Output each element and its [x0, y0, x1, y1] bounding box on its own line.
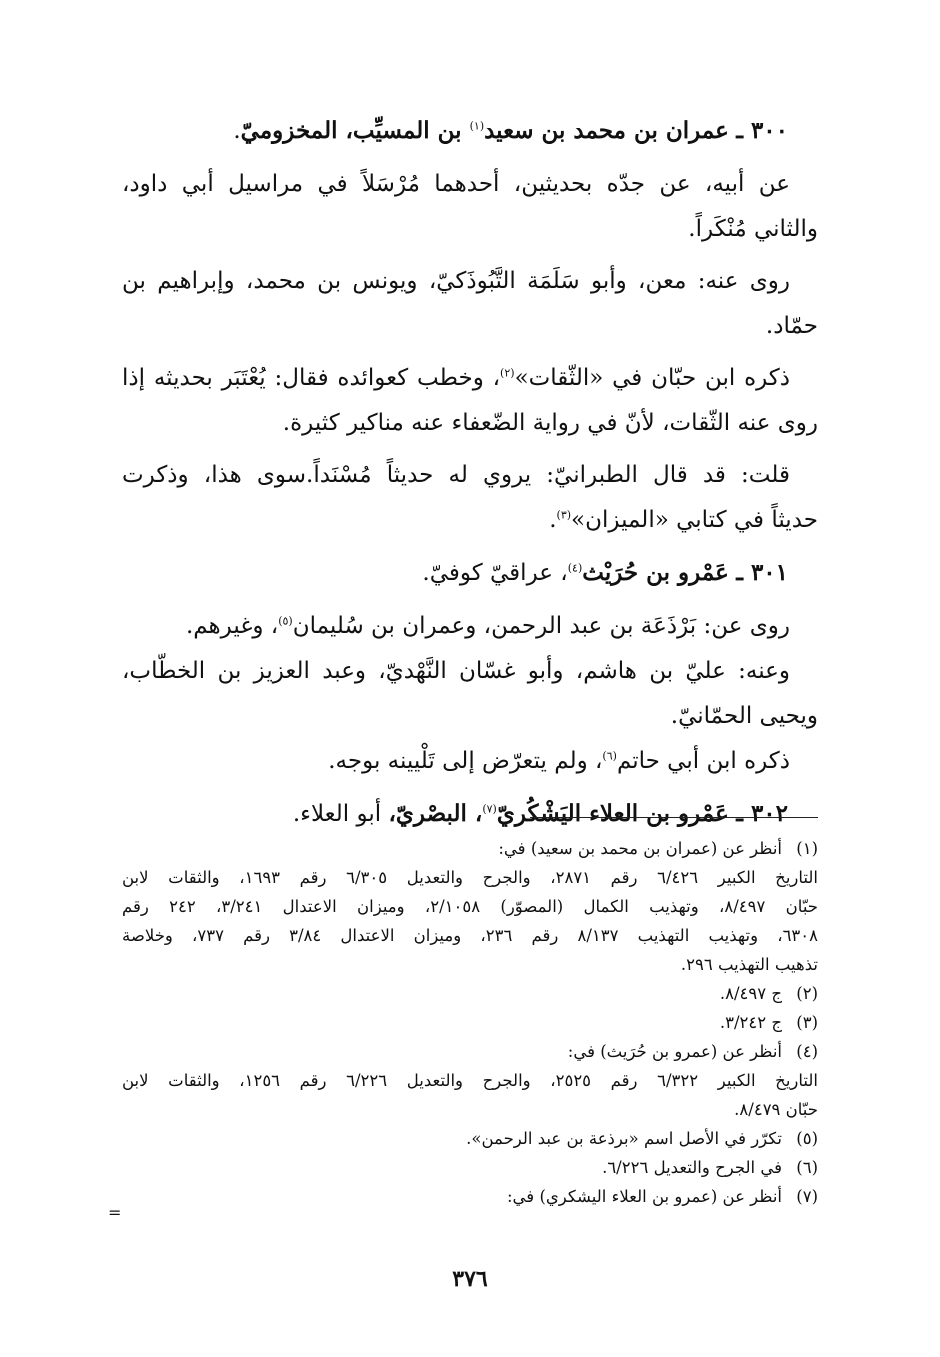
text-segment: ذكره ابن حبّان في «الثّقات» — [514, 365, 791, 391]
footnotes — [122, 834, 818, 1211]
footnote-number: (١) — [796, 839, 818, 858]
text-segment: ذكره ابن أبي حاتم — [616, 748, 790, 774]
entry-301-paragraph-1 — [122, 604, 818, 649]
entry-number: ٣٠١ ـ — [736, 559, 788, 586]
text-line: روى عنه الثّقات، لأنّ في رواية الضّعفاء عنه مناكير كثيرة. — [282, 410, 818, 436]
entry-name: عَمْرو بن العلاء اليَشْكُريّ — [496, 800, 729, 827]
footnote-number: (٧) — [796, 1187, 818, 1206]
footnote-line: حبّان ٨/٤٧٩. — [734, 1100, 818, 1119]
footnote-number: (٢) — [796, 984, 818, 1003]
text-segment: روى عن: بَرْذَعَة بن عبد الرحمن، وعمران بن سُليمان — [292, 613, 790, 639]
footnote-line: تذهيب التهذيب ٢٩٦. — [680, 955, 818, 974]
footnote-line: حبّان ٨/٤٩٧، وتهذيب الكمال (المصوّر) ٢/١٠٥٨، وميزان الاعتدال ٣/٢٤١، ٢٤٢ رقم — [122, 897, 818, 916]
continuation-mark: = — [108, 1203, 122, 1222]
footnote-1 — [122, 834, 818, 863]
text-line: روى عنه: معن، وأبو سَلَمَة التَّبُوذَكيّ، ويونس بن محمد، وإبراهيم بن — [122, 268, 790, 294]
footnote-text: تكرّر في الأصل اسم «برذعة بن عبد الرحمن». — [466, 1129, 782, 1148]
entry-name: عَمْرو بن حُرَيْث — [582, 559, 729, 586]
footnote-text: في الجرح والتعديل ٦/٢٢٦. — [602, 1158, 782, 1177]
text-line: وعنه: عليّ بن هاشم، وأبو غسّان النَّهْديّ، وعبد العزيز بن الخطّاب، — [122, 658, 790, 684]
footnote-4 — [122, 1037, 818, 1066]
footnote-ref[interactable]: (٢) — [500, 366, 515, 380]
entry-number: ٣٠٢ ـ — [736, 800, 788, 827]
entry-300-paragraph-4 — [122, 453, 818, 543]
entry-number: ٣٠٠ ـ — [736, 117, 788, 144]
footnote-ref[interactable]: (٧) — [482, 802, 497, 816]
entry-300-heading — [122, 108, 788, 154]
text-line — [122, 498, 818, 543]
text-segment: حديثاً في كتابي «الميزان» — [571, 507, 818, 533]
footnote-ref[interactable]: (٤) — [567, 561, 583, 575]
text-line — [122, 739, 818, 784]
text-line: ويحيى الحمّانيّ. — [670, 703, 818, 729]
footnote-ref[interactable]: (٦) — [602, 749, 617, 763]
text-line: حمّاد. — [765, 313, 818, 339]
footnote-text: ج ٨/٤٩٧. — [719, 984, 782, 1003]
text-segment: ، وغيرهم. — [185, 613, 279, 639]
entry-300-paragraph-1 — [122, 162, 818, 252]
footnote-text: أنظر عن (عمران بن محمد بن سعيد) في: — [498, 839, 782, 858]
footnote-line: التاريخ الكبير ٦/٤٢٦ رقم ٢٨٧١، والجرح والتعديل ٦/٣٠٥ رقم ١٦٩٣، والثقات لابن — [122, 868, 818, 887]
footnote-2 — [122, 979, 818, 1008]
entry-300-paragraph-2 — [122, 259, 818, 349]
footnote-separator — [530, 817, 818, 818]
entry-descriptor: ، عراقيّ كوفيّ. — [422, 560, 568, 586]
entry-name-continued: بن المسيِّب، المخزوميّ — [240, 117, 470, 144]
footnote-5 — [122, 1124, 818, 1153]
entry-tail: . — [233, 118, 241, 144]
text-line: والثاني مُنْكَراً. — [688, 216, 818, 242]
footnote-7 — [122, 1182, 818, 1211]
footnote-number: (٣) — [796, 1013, 818, 1032]
text-line — [122, 356, 818, 401]
footnote-text: أنظر عن (عمرو بن العلاء اليشكري) في: — [507, 1187, 782, 1206]
text-segment: ، وخطب كعوائده فقال: يُعْتَبَر بحديثه إذا — [122, 365, 501, 391]
text-segment: ، ولم يتعرّض إلى تَلْيينه بوجه. — [328, 748, 603, 774]
entry-301-heading — [122, 550, 788, 596]
text-line — [122, 604, 818, 649]
footnote-4-references — [122, 1066, 818, 1124]
main-text — [122, 108, 818, 845]
footnote-text: أنظر عن (عمرو بن حُرَيث) في: — [567, 1042, 782, 1061]
footnote-6 — [122, 1153, 818, 1182]
footnote-ref[interactable]: (٥) — [278, 614, 293, 628]
entry-302-heading — [122, 791, 788, 837]
page-number: ٣٧٦ — [452, 1266, 488, 1292]
text-segment: . — [549, 507, 557, 533]
footnote-text: ج ٣/٢٤٢. — [719, 1013, 782, 1032]
footnote-number: (٤) — [796, 1042, 818, 1061]
footnote-number: (٥) — [796, 1129, 818, 1148]
text-line: عن أبيه، عن جدّه بحديثين، أحدهما مُرْسَلاً في مراسيل أبي داود، — [122, 171, 790, 197]
entry-300-paragraph-3 — [122, 356, 818, 446]
footnote-3 — [122, 1008, 818, 1037]
footnote-ref[interactable]: (١) — [469, 119, 485, 133]
footnote-line: التاريخ الكبير ٦/٣٢٢ رقم ٢٥٢٥، والجرح والتعديل ٦/٢٢٦ رقم ١٢٥٦، والثقات لابن — [122, 1071, 818, 1090]
entry-301-paragraph-2 — [122, 649, 818, 739]
footnote-number: (٦) — [796, 1158, 818, 1177]
entry-name: عمران بن محمد بن سعيد — [484, 117, 729, 144]
entry-301-paragraph-3 — [122, 739, 818, 784]
entry-descriptor: أبو العلاء. — [292, 801, 389, 827]
entry-name-continued: ، البصْريّ، — [388, 800, 483, 827]
text-line: قلت: قد قال الطبرانيّ: يروي له حديثاً مُسْنَداً.سوى هذا، وذكرت — [122, 462, 790, 488]
footnote-1-references — [122, 863, 818, 979]
footnote-ref[interactable]: (٣) — [556, 508, 572, 522]
footnote-line: ٦٣٠٨، وتهذيب التهذيب ٨/١٣٧ رقم ٢٣٦، وميزان الاعتدال ٣/٨٤ رقم ٧٣٧، وخلاصة — [122, 926, 819, 945]
